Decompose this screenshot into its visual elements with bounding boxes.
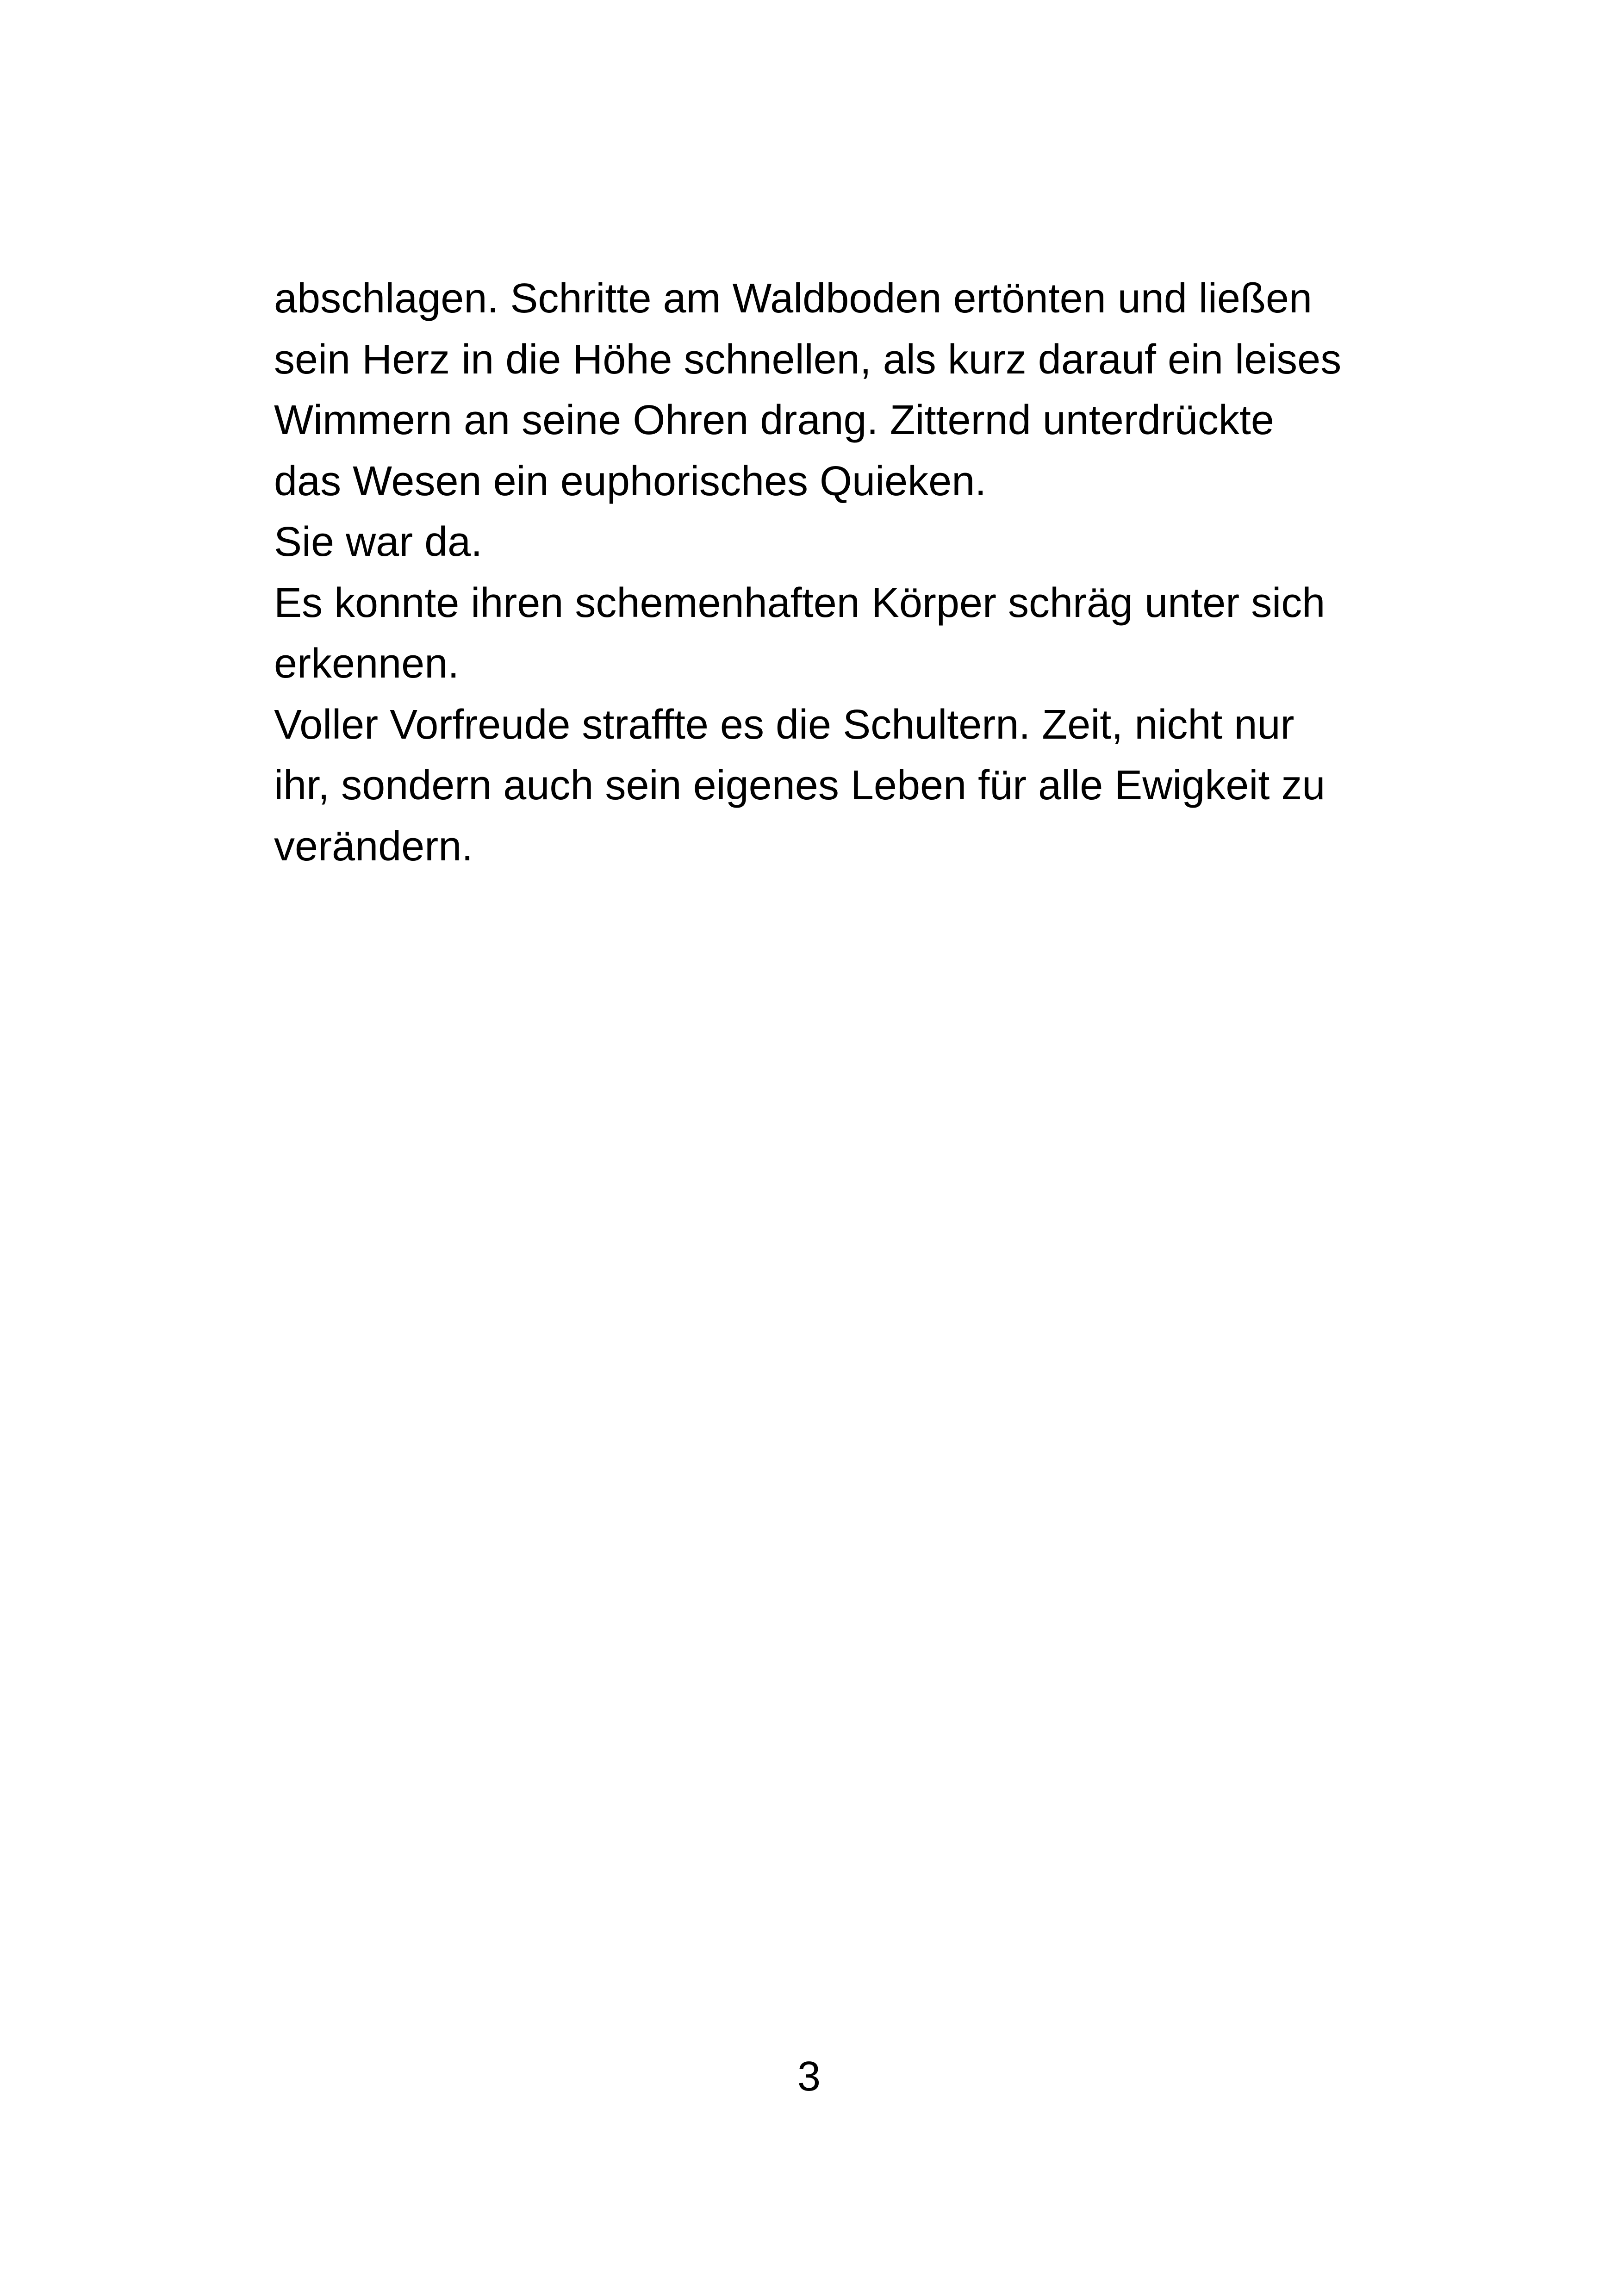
text-line: verändern. (274, 823, 473, 870)
page-number: 3 (797, 2053, 821, 2100)
text-line: ihr, sondern auch sein eigenes Leben für alle Ewigkeit zu (274, 762, 1326, 809)
text-line: Sie war da. (274, 519, 483, 565)
text-line: Voller Vorfreude straffte es die Schultern. Zeit, nicht nur (274, 701, 1294, 748)
text-line: abschlagen. Schritte am Waldboden ertönten und ließen (274, 275, 1313, 322)
text-line: Wimmern an seine Ohren drang. Zitternd unterdrückte (274, 397, 1274, 443)
text-line: erkennen. (274, 641, 460, 687)
text-line: sein Herz in die Höhe schnellen, als kurz darauf ein leises (274, 336, 1342, 383)
text-line: das Wesen ein euphorisches Quieken. (274, 458, 987, 504)
body-text (274, 268, 1394, 877)
text-line: Es konnte ihren schemenhaften Körper schräg unter sich (274, 579, 1326, 626)
